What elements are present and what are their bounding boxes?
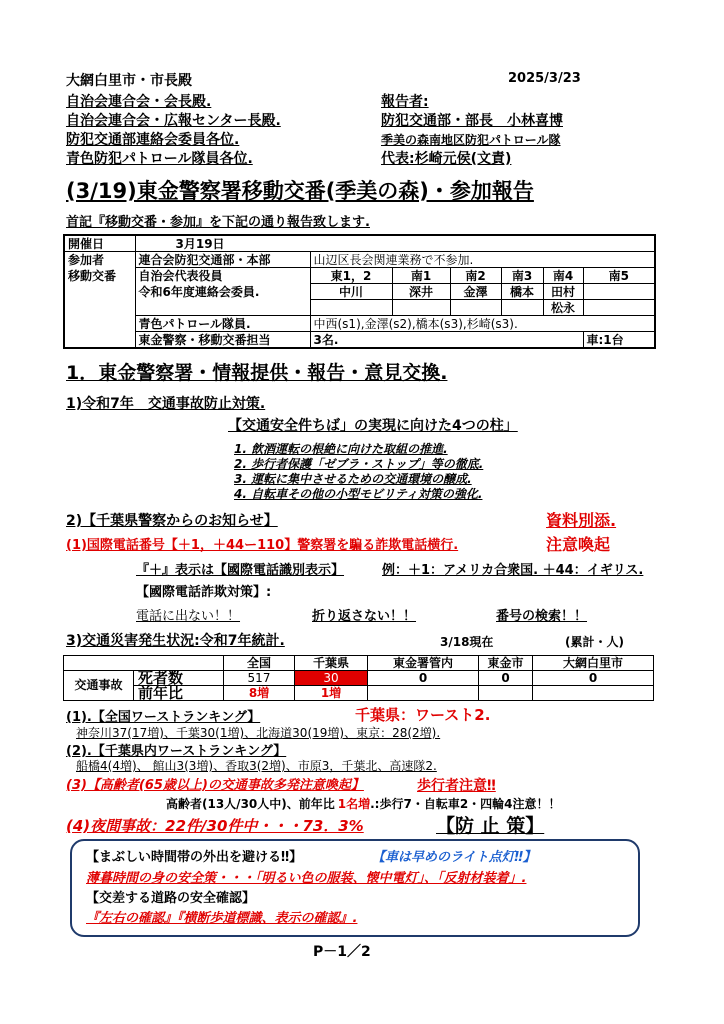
- pillar-4: 4. 自転車その他の小型モビリティ対策の強化.: [234, 487, 483, 501]
- car-count: 車:1台: [583, 332, 655, 349]
- countermeasure-title: 【國際電話詐欺対策】:: [136, 585, 272, 600]
- pillars-title: 【交通安全件ちば」の実現に向けた4つの柱」: [228, 418, 518, 434]
- pillar-1: 1. 飲酒運転の根絶に向けた取組の推進.: [234, 442, 448, 456]
- deaths-togane-city: 0: [479, 671, 533, 686]
- police-label: 東金警察・移動交番担当: [135, 332, 310, 349]
- sub3-title: 3)交通災害発生状況:令和7年統計.: [66, 633, 285, 649]
- plus-label: 『＋』表示は【國際電話識別表示】: [136, 563, 345, 578]
- member-2-1: [310, 300, 392, 316]
- member-4: 橋本: [501, 284, 543, 300]
- deaths-oamishirasato: 0: [533, 671, 654, 686]
- rep-label-2: 令和6年度連絡会委員.: [135, 284, 310, 300]
- tip-intersection: 【交差する道路の安全確認】: [86, 891, 256, 906]
- reporter-line-1: 防犯交通部・部長 小林喜博: [381, 113, 563, 129]
- member-2-6: [583, 300, 655, 316]
- blank-left-1: [64, 284, 135, 300]
- member-6: [583, 284, 655, 300]
- pillar-2: 2. 歩行者保護「ゼブラ・ストップ」等の徹底.: [234, 457, 484, 471]
- tip-dusk-safety: 薄暮時間の身の安全策・・・「明るい色の服装、懐中電灯」、「反射材装着」.: [86, 871, 527, 886]
- sub2-note: 資料別添.: [546, 511, 617, 530]
- deaths-label: 死者数: [134, 671, 224, 686]
- recipient-2: 自治会連合会・広報センター長殿.: [66, 113, 281, 129]
- date-value: 3月19日: [135, 235, 655, 252]
- elderly-stat-increase: 1名増: [337, 797, 371, 811]
- police-value: 3名.: [310, 332, 583, 349]
- col-chiba: 千葉県: [295, 656, 368, 671]
- elderly-stat-b: .:歩行7・自転車2・四輪4注意！！: [370, 797, 561, 811]
- reporter-line-3: 代表:杉崎元侯(文責): [381, 151, 512, 167]
- countermeasure-3: 番号の検索！！: [496, 609, 588, 624]
- sub2-title: 2)【千葉県警察からのお知らせ】: [66, 513, 278, 529]
- yoy-national: 8増: [224, 686, 295, 701]
- report-date: 2025/3/23: [508, 71, 581, 86]
- area-1: 東1，2: [310, 268, 392, 284]
- elderly-warning: (3)【高齢者(65歳以上)の交通事故多発注意喚起】: [66, 778, 364, 793]
- deaths-national: 517: [224, 671, 295, 686]
- area-3: 南2: [450, 268, 501, 284]
- blank-left-3: [64, 316, 135, 332]
- member-2-2: [392, 300, 450, 316]
- recipient-1: 自治会連合会・会長殿.: [66, 94, 212, 110]
- org-hq-note: 山辺区長会関連業務で不参加.: [310, 252, 655, 268]
- plus-example: 例：＋1：アメリカ合衆国. ＋44：イギリス.: [382, 563, 644, 578]
- reporter-line-2: 季美の森南地区防犯パトロール隊: [381, 133, 561, 147]
- fraud-note: 注意喚起: [546, 535, 611, 554]
- col-togane-station: 東金署管内: [368, 656, 479, 671]
- elderly-stat: [166, 795, 561, 812]
- org-hq: 連合会防犯交通部・本部: [135, 252, 310, 268]
- intro-text: 首記『移動交番・参加』を下記の通り報告致します.: [66, 215, 370, 230]
- chiba-worst: 千葉県：ワースト2.: [355, 706, 491, 724]
- col-togane-city: 東金市: [479, 656, 533, 671]
- yoy-chiba: 1増: [295, 686, 368, 701]
- row-label: 交通事故: [64, 671, 134, 701]
- participants-label-2: 移動交番: [64, 268, 135, 284]
- blank-left-2: [64, 300, 135, 316]
- pref-ranking-list: 船橋4(4増)、 館山3(3増)、香取3(2増)、市原3，千葉北、高速隊2.: [76, 759, 437, 773]
- patrol-value: 中西(s1),金澤(s2),橋本(s3),杉崎(s3).: [310, 316, 655, 332]
- pillar-3: 3. 運転に集中させるための交通環境の醸成.: [234, 472, 472, 486]
- national-ranking-title: (1).【全国ワーストランキング】: [66, 710, 261, 725]
- page-number: P－1／2: [313, 944, 371, 960]
- member-2-5: 松永: [543, 300, 583, 316]
- to-mayor: 大網白里市・市長殿: [66, 73, 192, 89]
- pref-ranking-title: (2).【千葉県内ワーストランキング】: [66, 744, 287, 759]
- tip-avoid-glare: 【まぶしい時間帯の外出を避ける‼】: [86, 850, 303, 865]
- date-label: 開催日: [64, 235, 135, 252]
- yoy-togane-city: [479, 686, 533, 701]
- cumulative-note: (累計・人): [565, 635, 624, 649]
- yoy-label: 前年比: [134, 686, 224, 701]
- deaths-togane-station: 0: [368, 671, 479, 686]
- national-ranking-list: 神奈川37(17増)、千葉30(1増)、北海道30(19増)、東京：28(2増).: [76, 726, 441, 740]
- member-5: 田村: [543, 284, 583, 300]
- area-4: 南3: [501, 268, 543, 284]
- member-2: 深井: [392, 284, 450, 300]
- blank-rep-2: [135, 300, 310, 316]
- yoy-togane-station: [368, 686, 479, 701]
- deaths-chiba: 30: [295, 671, 368, 686]
- recipient-3: 防犯交通部連絡会委員各位.: [66, 132, 240, 148]
- tip-check-signs: 『左右の確認』『横断歩道標識、表示の確認』.: [86, 911, 358, 926]
- as-of-date: 3/18現在: [440, 635, 494, 649]
- member-3: 金澤: [450, 284, 501, 300]
- blank-left-4: [64, 332, 135, 349]
- section1-heading: 1．東金警察署・情報提供・報告・意見交換.: [66, 362, 448, 384]
- participants-label-1: 参加者: [64, 252, 135, 268]
- fraud-warning: (1)国際電話番号【＋1，＋44ー110】警察署を騙る詐欺電話横行.: [66, 538, 459, 553]
- area-5: 南4: [543, 268, 583, 284]
- yoy-oamishirasato: [533, 686, 654, 701]
- pedestrian-note: 歩行者注意‼: [417, 778, 496, 794]
- elderly-stat-a: 高齢者(13人/30人中)、前年比: [166, 797, 335, 811]
- member-2-4: [501, 300, 543, 316]
- countermeasure-2: 折り返さない！！: [312, 609, 417, 624]
- rep-label-1: 自治会代表役員: [135, 268, 310, 284]
- stats-table: [63, 655, 654, 701]
- info-table: [63, 234, 656, 349]
- col-national: 全国: [224, 656, 295, 671]
- page-title: (3/19)東金警察署移動交番(季美の森)・参加報告: [66, 179, 534, 203]
- patrol-label: 青色パトロール隊員.: [135, 316, 310, 332]
- member-2-3: [450, 300, 501, 316]
- countermeasure-1: 電話に出ない！！: [136, 609, 241, 624]
- reporter-label: 報告者:: [381, 94, 429, 110]
- prevention-title: [436, 811, 544, 838]
- area-6: 南5: [583, 268, 655, 284]
- member-1: 中川: [310, 284, 392, 300]
- tip-headlights: 【車は早めのライト点灯‼】: [372, 850, 536, 865]
- sub1-title: 1)令和7年 交通事故防止対策.: [66, 396, 266, 412]
- recipient-4: 青色防犯パトロール隊員各位.: [66, 151, 253, 167]
- area-2: 南1: [392, 268, 450, 284]
- col-oamishirasato: 大網白里市: [533, 656, 654, 671]
- prevention-label: 【防 止 策】: [436, 815, 545, 837]
- night-accidents: (4)夜間事故：22件/30件中・・・73．3%: [66, 817, 364, 835]
